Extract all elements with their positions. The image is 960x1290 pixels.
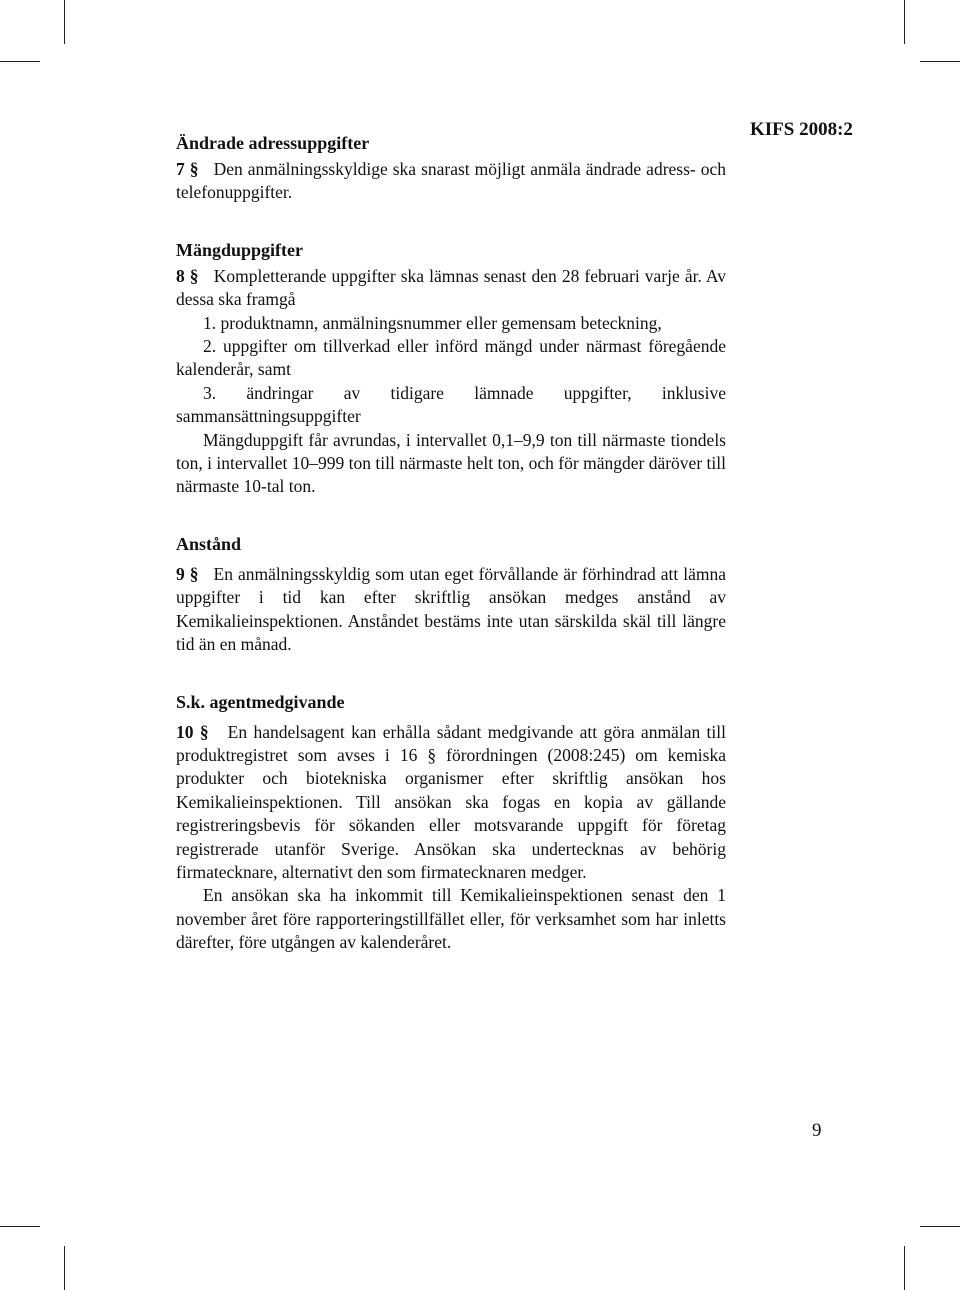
paragraph-number: 9 §	[176, 563, 199, 584]
paragraph-number: 10 §	[176, 721, 209, 742]
page-number: 9	[812, 1120, 822, 1141]
document-body	[176, 128, 726, 955]
crop-mark	[904, 0, 905, 44]
paragraph	[176, 158, 726, 205]
paragraph-text: En anmälningsskyldig som utan eget förvållande är förhindrad att lämna uppgifter i tid kan efter skriftlig ansökan medges anstånd av Kemikalieinspektionen. Anståndet bestäms inte utan särskilda skäl till längre tid än en månad.	[176, 563, 726, 655]
paragraph-text: En ansökan ska ha inkommit till Kemikalieinspektionen senast den 1 november året före rapporteringstillfället eller, för verksamhet som har inletts därefter, före utgången av kalenderåret.	[176, 885, 726, 953]
crop-mark	[920, 61, 960, 62]
section-heading: Ändrade adressuppgifter	[176, 133, 370, 153]
paragraph-text: En handelsagent kan erhålla sådant medgivande att göra anmälan till produktregistret som avses i 16 § förordningen (2008:245) om kemiska produkter och biotekniska organismer efter skriftlig ansökan hos Kemikalieinspektionen. Till ansökan ska fogas en kopia av gällande registreringsbevis för sökanden eller motsvarande uppgift för företag registrerade utanför Sverige. Ansökan ska undertecknas av behörig firmatecknare, alternativt den som firmatecknaren medger.	[176, 721, 727, 882]
running-head: KIFS 2008:2	[750, 119, 853, 140]
paragraph-number: 7 §	[176, 159, 199, 179]
crop-mark	[0, 61, 40, 62]
crop-mark	[904, 1246, 905, 1290]
paragraph-text: Kompletterande uppgifter ska lämnas senast den 28 februari varje år. Av dessa ska framgå	[176, 265, 727, 310]
crop-mark	[64, 1246, 65, 1290]
paragraph-number: 8 §	[176, 265, 199, 286]
section-heading: S.k. agentmedgivande	[176, 691, 345, 712]
crop-mark	[0, 1226, 40, 1227]
paragraph-text: Mängduppgift får avrundas, i intervallet 0,1–9,9 ton till närmaste tiondels ton, i intervallet 10–999 ton till närmaste helt ton, och för mängder däröver till närmaste 10-tal ton.	[176, 429, 726, 497]
list-item: 1. produktnamn, anmälningsnummer eller gemensam beteckning,	[203, 312, 662, 333]
paragraph	[176, 563, 726, 657]
list-item: 2. uppgifter om tillverkad eller införd mängd under närmast föregående kalenderår, samt	[176, 336, 726, 380]
list-item: 3. ändringar av tidigare lämnade uppgifter, inklusive sammansättningsuppgifter	[176, 382, 726, 427]
section-heading: Anstånd	[176, 533, 242, 554]
crop-mark	[64, 0, 65, 44]
section-heading: Mängduppgifter	[176, 239, 304, 260]
paragraph	[176, 721, 726, 885]
paragraph	[176, 265, 726, 312]
crop-mark	[920, 1226, 960, 1227]
paragraph-text: Den anmälningsskyldige ska snarast möjligt anmäla ändrade adress- och telefonuppgifter.	[176, 159, 727, 203]
